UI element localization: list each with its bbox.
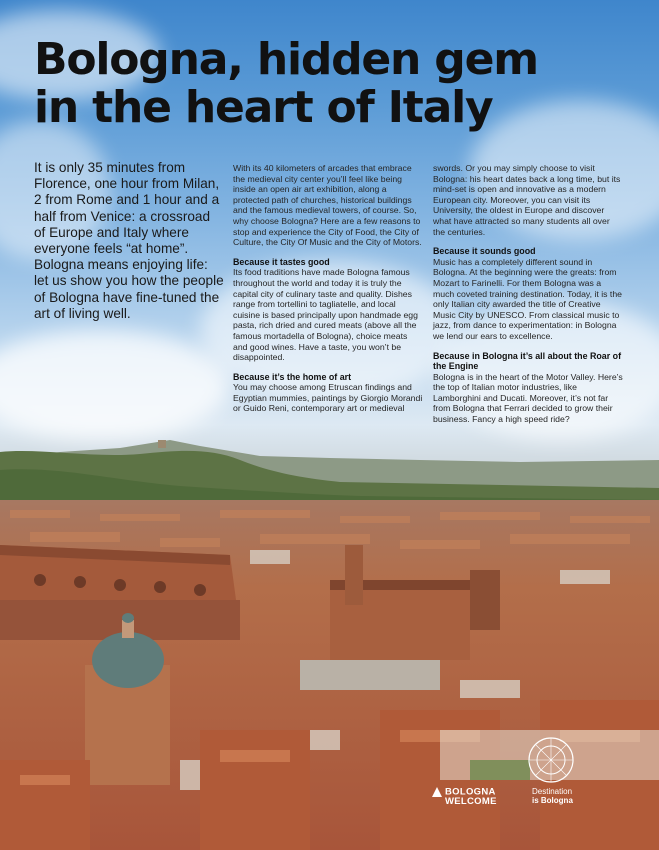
bologna-welcome-logo	[432, 787, 497, 806]
article-column-2	[433, 163, 623, 434]
music-paragraph: Music has a completely different sound in Bologna. At the beginning were the greats: from Mozart to Farinelli. For them Bologna was a much coveted training destination. Today, it is the only Italian city awarded the title of Creative Music City by UNESCO. From classical music to jazz, from dance to experimentation: in Bologna we lend our ears to excellence.	[433, 256, 622, 341]
sponsor-logos	[432, 735, 592, 815]
heading-home-of-art: Because it’s the home of art	[233, 371, 352, 382]
bw-line-1: BOLOGNA	[445, 786, 496, 798]
bw-line-2: WELCOME	[445, 796, 497, 807]
page-title	[34, 36, 634, 132]
motor-paragraph: Bologna is in the heart of the Motor Valley. Here’s the top of Italian motor industries, like Lamborghini and Ducati. Moreover, it’s not far from Bologna that Ferrari decided to grow their business. Fancy a high speed ride?	[433, 371, 623, 425]
intro-paragraph: With its 40 kilometers of arcades that embrace the medieval city center you’ll feel like being inside an open air art exhibition, along a protected path of churches, historical buildings and the famous medieval towers, of course. So, why choose Bologna? Here are a few reasons to stop and experience the City of Food, the City of Culture, the City Of Music and the City of Motors.	[233, 163, 422, 248]
dest-line-1: Destination	[532, 787, 573, 796]
heading-tastes-good: Because it tastes good	[233, 256, 330, 267]
food-paragraph: Its food traditions have made Bologna famous throughout the world and today it is truly the capital city of culinary taste and quality. Dishes range from tortellini to tagliatelle, and local cuisine is based principally upon handmade egg pasta, rich dried and cured meats (above all the famous mortadella of Bologna), choice meats and good wines. Have a taste, you won’t be disappointed.	[233, 267, 418, 363]
cloud	[0, 330, 230, 440]
article-column-1	[233, 163, 423, 423]
dest-line-2: is Bologna	[532, 796, 573, 805]
destination-bologna-logo	[532, 787, 573, 805]
heading-roar-of-engine: Because in Bologna it’s all about the Roar of the Engine	[433, 350, 622, 372]
destination-emblem-icon	[526, 735, 576, 785]
title-line-2: in the heart of Italy	[34, 82, 493, 133]
art-paragraph: You may choose among Etruscan findings and Egyptian mummies, paintings by Giorgio Morandi or Guido Reni, contemporary art or medieval	[233, 382, 423, 414]
bologna-welcome-mark-icon	[432, 787, 442, 797]
art-continued-paragraph: swords. Or you may simply choose to visit Bologna: his heart dates back a long time, but its mind-set is open and innovative as a modern European city. Moreover, you can visit its University, the oldest in Europe and discover what have attracted so many students all over the centuries.	[433, 163, 621, 237]
lead-paragraph: It is only 35 minutes from Florence, one hour from Milan, 2 from Rome and 1 hour and a half from Venice: a crossroad of Europe and Italy where everyone feels “at home”. Bologna means enjoying life: let us show you how the people of Bologna have fine-tuned the art of living well.	[34, 160, 224, 321]
title-line-1: Bologna, hidden gem	[34, 34, 538, 85]
heading-sounds-good: Because it sounds good	[433, 246, 536, 257]
